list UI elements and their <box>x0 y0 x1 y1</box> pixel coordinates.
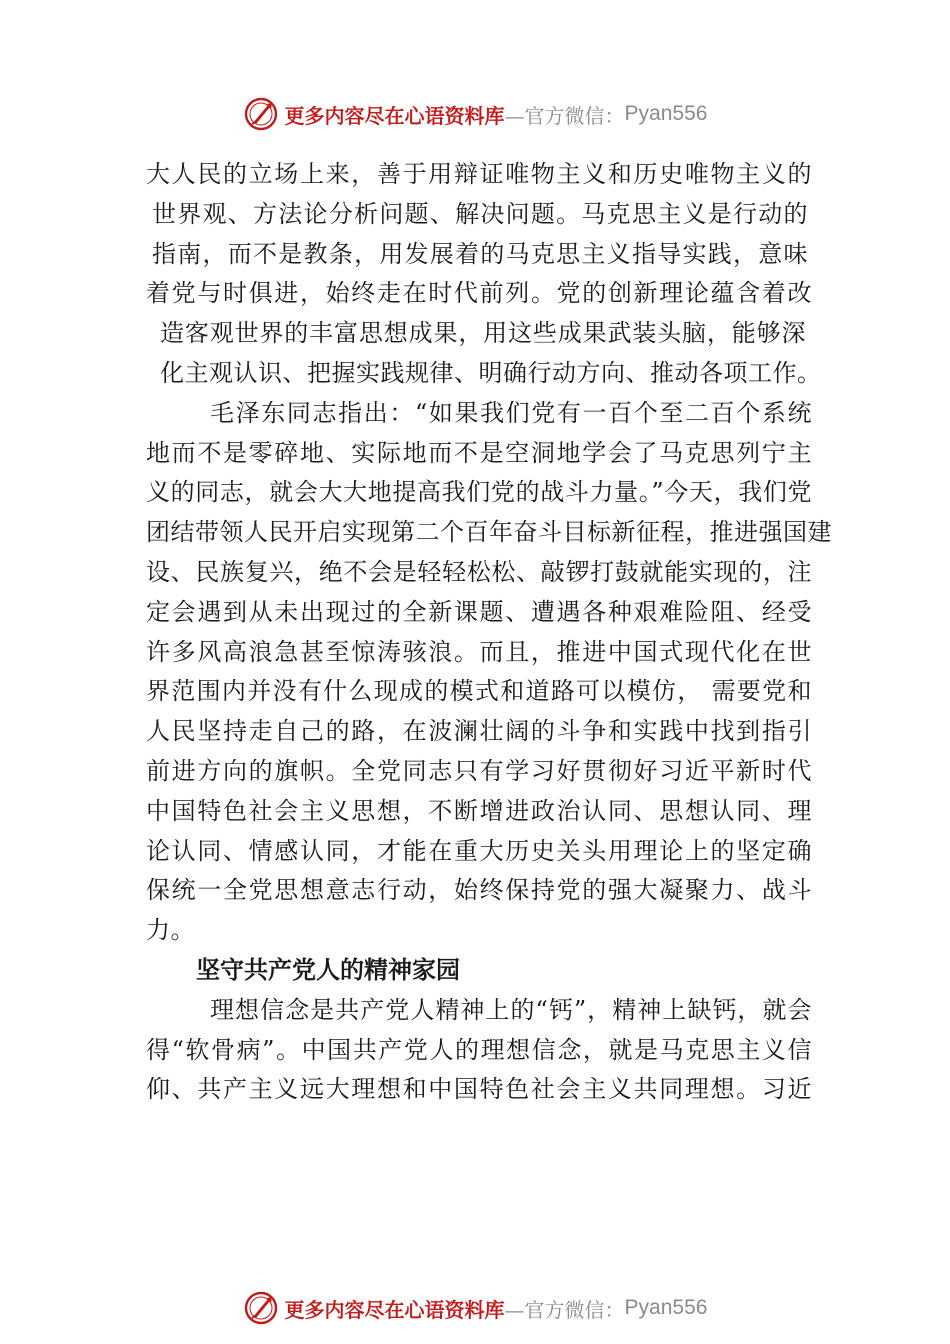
quill-pen-seal-icon <box>243 96 279 132</box>
text-line: 团结带领人民开启实现第二个百年奋斗目标新征程，推进强国建 <box>146 518 832 547</box>
text-line: 论认同、情感认同，才能在重大历史关头用理论上的坚定确 <box>146 836 812 865</box>
paragraph-2 <box>146 394 832 951</box>
text-line: 世界观、方法论分析问题、解决问题。马克思主义是行动的 <box>152 199 808 228</box>
text-line: 指南，而不是教条，用发展着的马克思主义指导实践，意味 <box>152 239 808 268</box>
text-line: 定会遇到从未出现过的全新课题、遭遇各种艰难险阻、经受 <box>146 597 812 626</box>
text-line: 保统一全党思想意志行动，始终保持党的强大凝聚力、战斗 <box>146 876 812 905</box>
banner-content <box>243 1290 708 1326</box>
banner-label: —官方微信： <box>504 1297 625 1322</box>
text-line: 力。 <box>146 916 195 945</box>
text-line: 界范围内并没有什么现成的模式和道路可以模仿， 需要党和 <box>146 677 812 706</box>
text-line: 前进方向的旗帜。全党同志只有学习好贯彻好习近平新时代 <box>146 756 812 785</box>
text-line: 得“软骨病”。中国共产党人的理想信念，就是马克思主义信 <box>146 1035 812 1064</box>
text-line: 设、民族复兴，绝不会是轻轻松松、敲锣打鼓就能实现的，注 <box>146 557 812 586</box>
document-body <box>146 155 832 1110</box>
paragraph-3 <box>146 991 812 1110</box>
text-line: 化主观认识、把握实践规律、明确行动方向、推动各项工作。 <box>160 358 822 387</box>
wechat-id: Pyan556 <box>624 102 708 125</box>
wechat-id: Pyan556 <box>624 1296 708 1319</box>
banner-title: 更多内容尽在心语资料库 <box>284 1297 505 1322</box>
banner-label: —官方微信： <box>504 103 625 128</box>
text-line: 理想信念是共产党人精神上的“钙”，精神上缺钙，就会 <box>210 995 812 1024</box>
header-banner <box>0 92 950 136</box>
text-line: 大人民的立场上来，善于用辩证唯物主义和历史唯物主义的 <box>146 160 812 188</box>
paragraph-1 <box>146 155 822 394</box>
banner-title: 更多内容尽在心语资料库 <box>284 103 505 128</box>
text-line: 义的同志，就会大大地提高我们党的战斗力量。”今天，我们党 <box>146 478 812 507</box>
text-line: 着党与时俱进，始终走在时代前列。党的创新理论蕴含着改 <box>146 279 812 308</box>
quill-pen-seal-icon <box>243 1290 279 1326</box>
text-line: 毛泽东同志指出：“如果我们党有一百个至二百个系统 <box>210 398 812 427</box>
text-line: 造客观世界的丰富思想成果，用这些成果武装头脑，能够深 <box>160 319 806 348</box>
footer-banner <box>0 1286 950 1330</box>
text-line: 仰、共产主义远大理想和中国特色社会主义共同理想。习近 <box>146 1075 812 1104</box>
text-line: 许多风高浪急甚至惊涛骇浪。而且，推进中国式现代化在世 <box>146 637 812 666</box>
banner-content <box>243 96 708 132</box>
text-line: 中国特色社会主义思想，不断增进政治认同、思想认同、理 <box>146 796 812 825</box>
text-line: 地而不是零碎地、实际地而不是空洞地学会了马克思列宁主 <box>146 438 812 467</box>
text-line: 人民坚持走自己的路，在波澜壮阔的斗争和实践中找到指引 <box>146 717 812 746</box>
section-heading: 坚守共产党人的精神家园 <box>196 955 460 984</box>
